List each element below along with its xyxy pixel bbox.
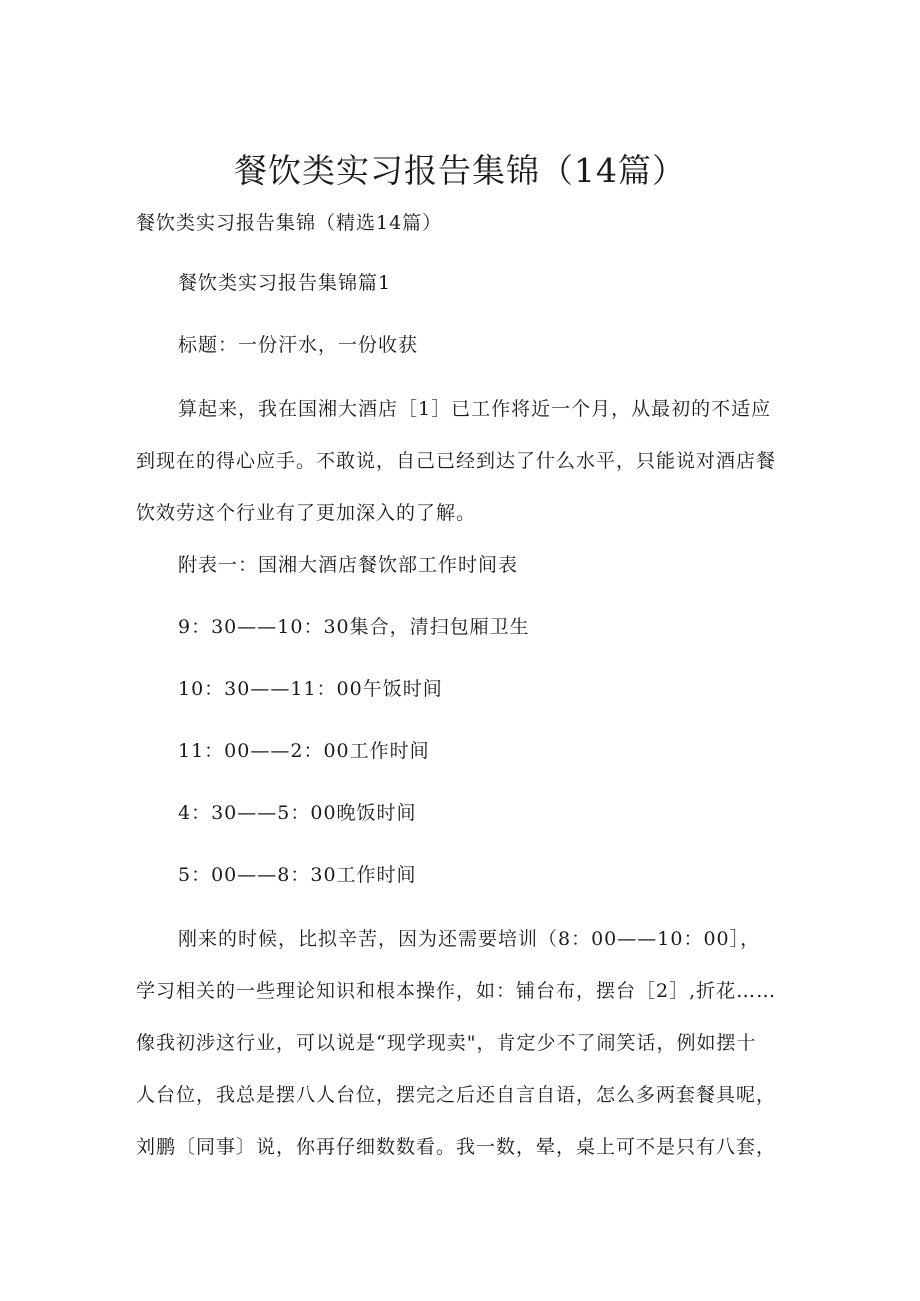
schedule-item: 5：00——8：30工作时间 — [178, 864, 417, 886]
intro-line: 算起来，我在国湘大酒店［1］已工作将近一个月，从最初的不适应 — [178, 398, 772, 420]
schedule-item: 10：30——11：00午饭时间 — [178, 678, 443, 700]
body-line: 像我初涉这行业，可以说是“现学现卖"，肯定少不了闹笑话，例如摆十 — [136, 1032, 757, 1054]
schedule-item: 9：30——10：30集合，清扫包厢卫生 — [178, 616, 530, 638]
schedule-item: 4：30——5：00晚饭时间 — [178, 802, 417, 824]
schedule-heading: 附表一：国湘大酒店餐饮部工作时间表 — [178, 554, 519, 576]
report-title: 标题：一份汗水，一份收获 — [178, 334, 419, 356]
schedule-item: 11：00——2：00工作时间 — [178, 740, 430, 762]
intro-line: 到现在的得心应手。不敢说，自己已经到达了什么水平，只能说对酒店餐 — [136, 450, 777, 472]
section-heading: 餐饮类实习报告集锦篇1 — [178, 272, 392, 294]
body-line: 人台位，我总是摆八人台位，摆完之后还自言自语，怎么多两套餐具呢， — [136, 1084, 777, 1106]
body-line: 学习相关的一些理论知识和根本操作，如：铺台布，摆台［2］,折花…… — [136, 980, 777, 1002]
document-title: 餐饮类实习报告集锦（14篇） — [234, 151, 686, 190]
body-paragraph — [136, 913, 796, 1173]
document-subtitle: 餐饮类实习报告集锦（精选14篇） — [136, 212, 443, 234]
intro-line: 饮效劳这个行业有了更加深入的了解。 — [136, 502, 477, 524]
body-line: 刘鹏〔同事〕说，你再仔细数数看。我一数，晕，桌上可不是只有八套， — [136, 1136, 777, 1158]
body-line: 刚来的时候，比拟辛苦，因为还需要培训（8：00——10：00］， — [178, 928, 761, 950]
intro-paragraph — [136, 383, 796, 539]
